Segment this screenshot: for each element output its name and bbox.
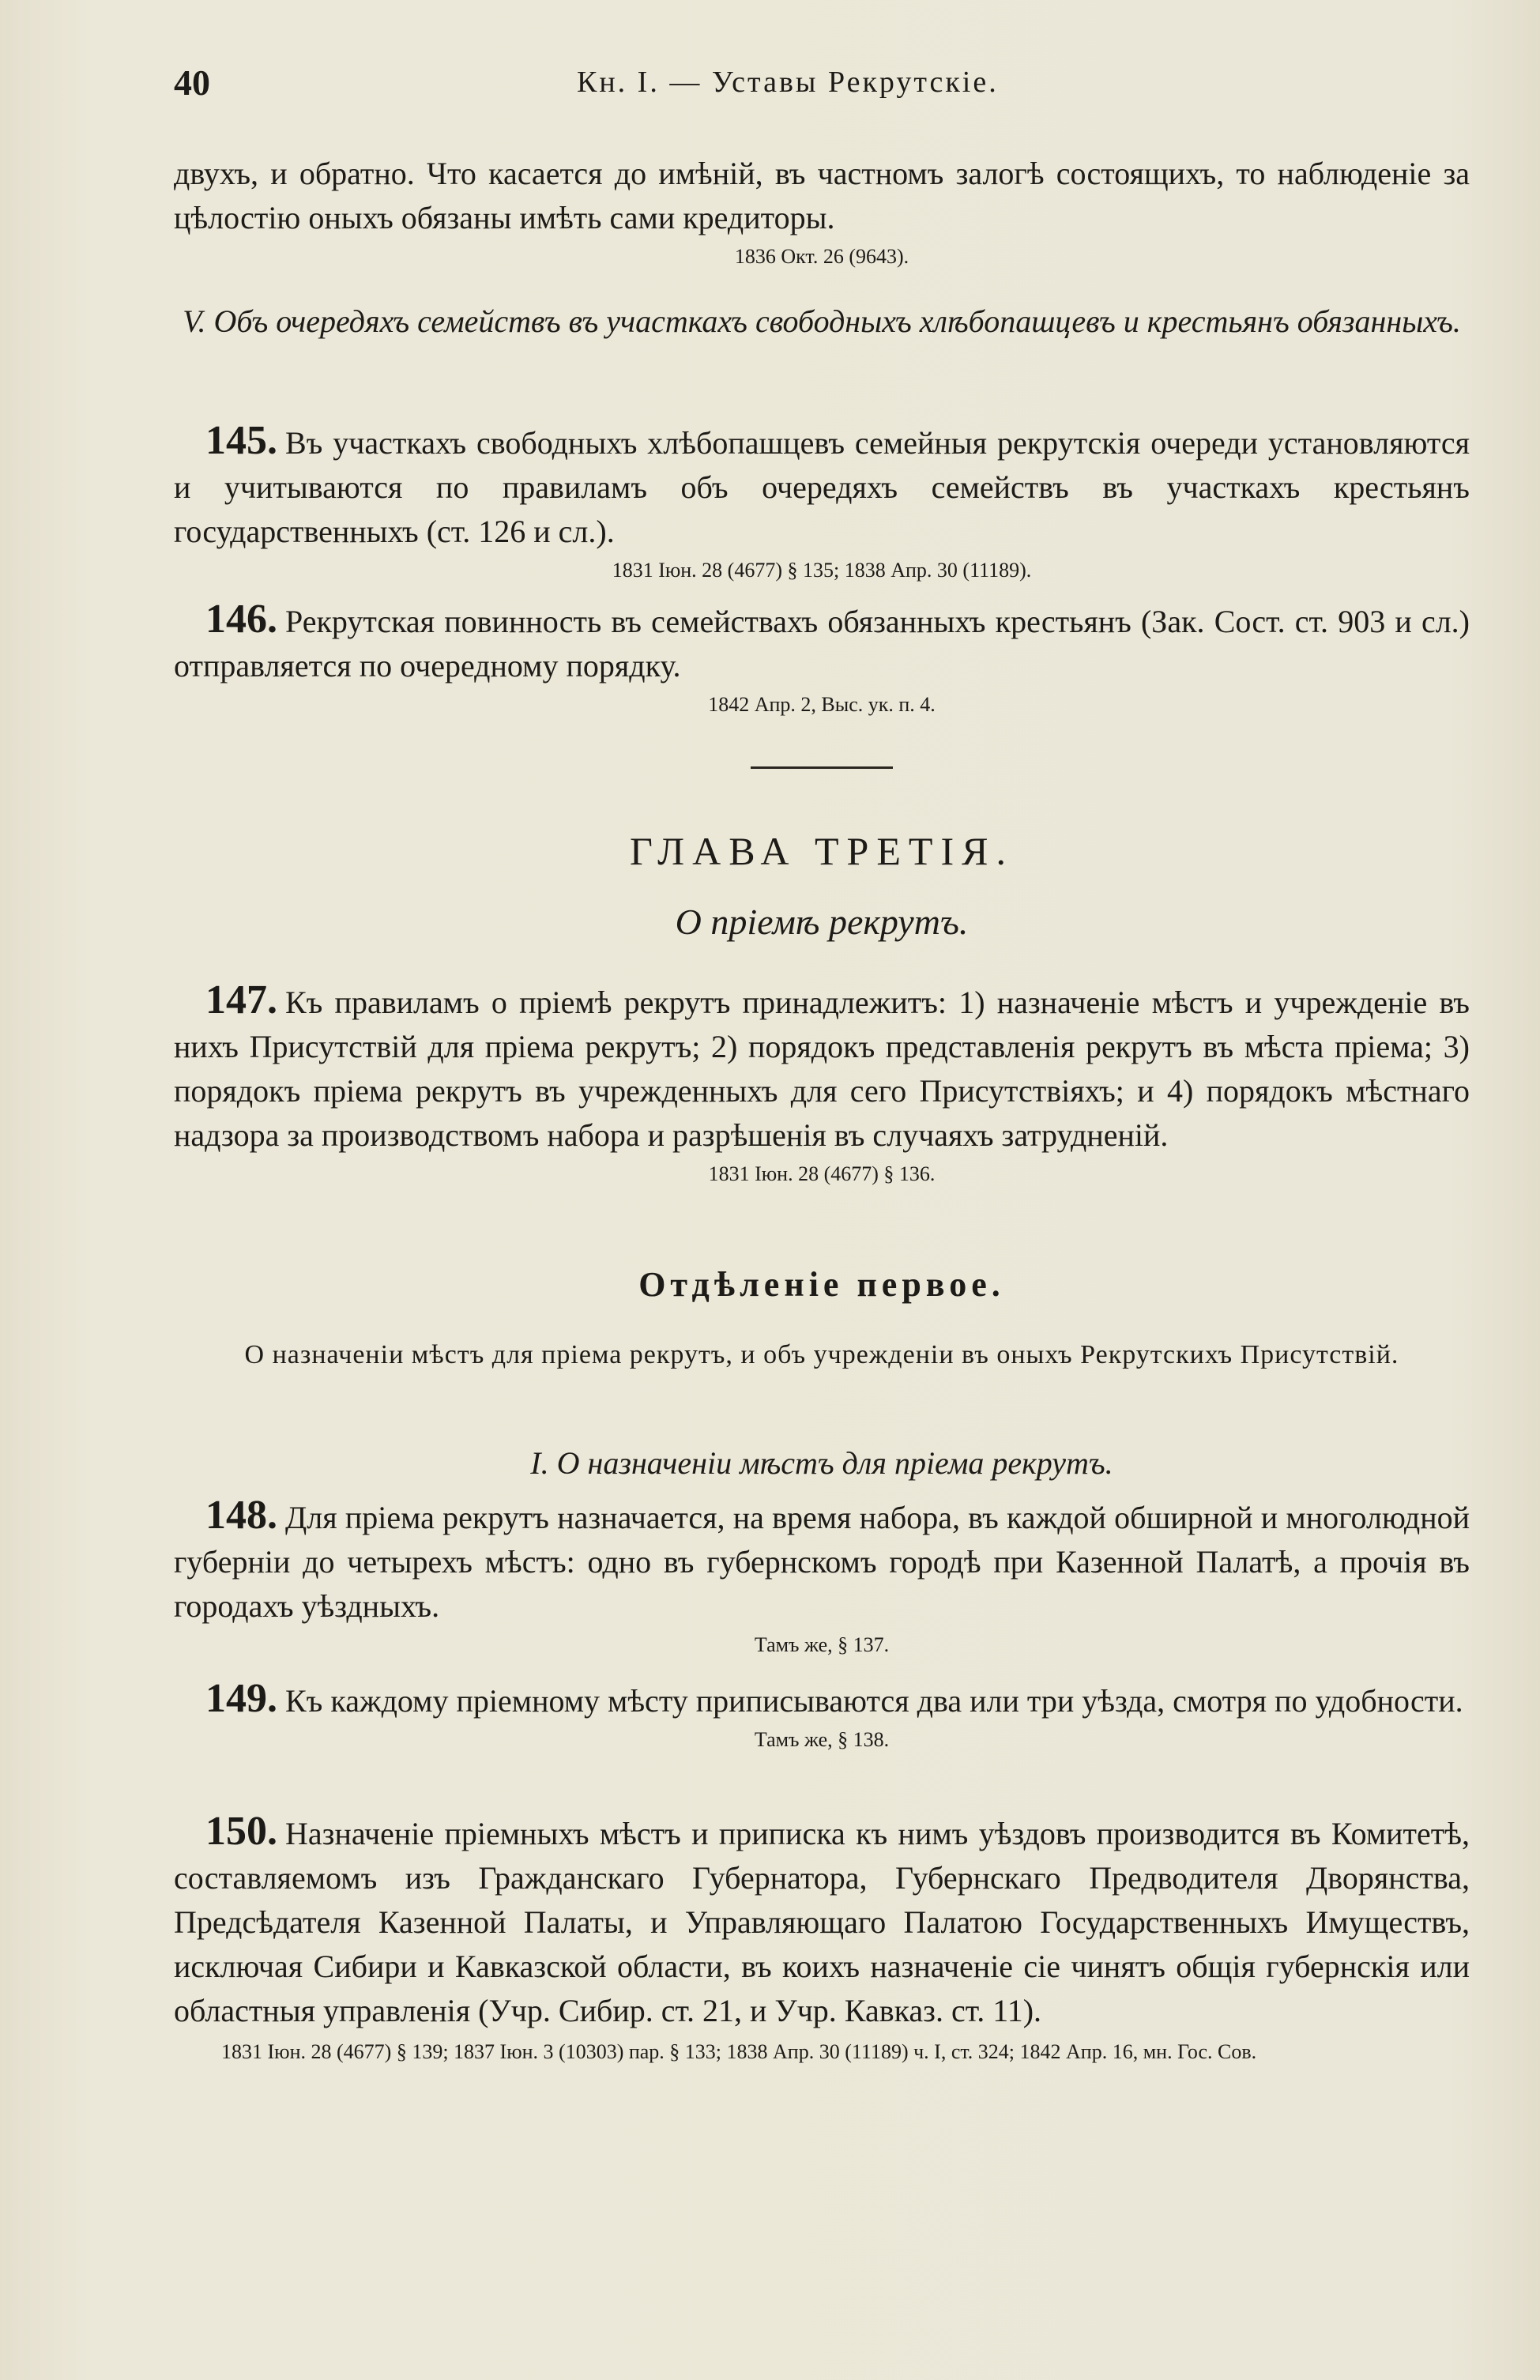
department-heading: [174, 1264, 1470, 1305]
department-title: Отдѣленiе первое.: [638, 1265, 1005, 1304]
article-148: [174, 1493, 1470, 1659]
article-146: [174, 597, 1470, 718]
article-citation: 1831 Iюн. 28 (4677) § 139; 1837 Iюн. 3 (10303) пар. § 133; 1838 Апр. 30 (11189) ч. I, ст. 324; 1842 Апр. 16, мн. Гос. Сов.: [221, 2040, 1257, 2063]
department-subheading: [174, 1335, 1470, 1375]
article-citation: 1831 Iюн. 28 (4677) § 135; 1838 Апр. 30 (11189).: [612, 559, 1032, 582]
chapter-subheading: [174, 901, 1470, 943]
divider-rule: [751, 766, 893, 769]
article-149: [174, 1677, 1470, 1753]
article-number: 147.: [205, 977, 277, 1022]
section-v-title: V. Объ очередяхъ семействъ въ участкахъ свободныхъ хлѣбопашцевъ и крестьянъ обязанныхъ.: [183, 303, 1461, 339]
chapter-heading: [174, 828, 1470, 874]
article-citation: Тамъ же, § 138.: [754, 1728, 890, 1751]
subsection-i-heading: [174, 1444, 1470, 1482]
continuation-citation: 1836 Окт. 26 (9643).: [734, 245, 909, 268]
article-147: [174, 978, 1470, 1188]
article-number: 150.: [205, 1809, 277, 1854]
page-header: [174, 62, 1470, 109]
article-number: 145.: [205, 418, 277, 463]
continuation-text: двухъ, и обратно. Что касается до имѣнiй, въ частномъ залогѣ состоящихъ, то наблюденiе за цѣлостiю оныхъ обязаны имѣть сами кредиторы.: [174, 156, 1470, 235]
chapter-subtitle: О прiемѣ рекрутъ.: [675, 902, 969, 942]
chapter-title: ГЛАВА ТРЕТIЯ.: [630, 829, 1014, 873]
article-text: Для прiема рекрутъ назначается, на время набора, въ каждой обширной и многолюдной губернiи до четырехъ мѣстъ: одно въ губернскомъ городѣ при Казенной Палатѣ, а прочiя въ городахъ уѣздныхъ.: [174, 1500, 1470, 1624]
section-v-heading: [174, 299, 1470, 345]
article-text: Къ правиламъ о прiемѣ рекрутъ принадлежитъ: 1) назначенiе мѣстъ и учрежденiе въ нихъ Присутствiй для прiема рекрутъ; 2) порядокъ представленiя рекрутъ въ мѣста прiема; 3) порядокъ прiема рекрутъ въ учрежденныхъ для сего Присутствiяхъ; и 4) порядокъ мѣстнаго надзора за производствомъ набора и разрѣшенiя въ случаяхъ затрудненiй.: [174, 985, 1470, 1153]
article-citation: 1842 Апр. 2, Выс. ук. п. 4.: [708, 693, 936, 716]
article-145: [174, 419, 1470, 584]
running-title: Кн. I. — Уставы Рекрутскiе.: [577, 66, 999, 99]
article-number: 149.: [205, 1676, 277, 1721]
article-text: Въ участкахъ свободныхъ хлѣбопашцевъ семейныя рекрутскiя очереди установляются и учитываются по правиламъ объ очередяхъ семействъ въ участкахъ крестьянъ государственныхъ (ст. 126 и сл.).: [174, 425, 1470, 549]
article-number: 146.: [205, 597, 277, 642]
article-citation: Тамъ же, § 137.: [754, 1633, 890, 1656]
section-divider: [174, 766, 1470, 769]
department-subtitle: О назначенiи мѣстъ для прiема рекрутъ, и объ учрежденiи въ оныхъ Рекрутскихъ Присутствiй.: [244, 1340, 1399, 1369]
article-text: Рекрутская повинность въ семействахъ обязанныхъ крестьянъ (Зак. Сост. ст. 903 и сл.) отправляется по очередному порядку.: [174, 604, 1470, 683]
subsection-i-title: I. О назначенiи мѣстъ для прiема рекрутъ.: [530, 1445, 1113, 1481]
article-150: [174, 1809, 1470, 2066]
article-text: Назначенiе прiемныхъ мѣстъ и приписка къ нимъ уѣздовъ производится въ Комитетѣ, составляемомъ изъ Гражданскаго Губернатора, Губернскаго Предводителя Дворянства, Предсѣдателя Казенной Палаты, и Управляющаго Палатою Государственныхъ Имуществъ, исключая Сибири и Кавказской области, въ коихъ назначенiе сiе чинятъ общiя губернскiя или областныя управленiя (Учр. Сибир. ст. 21, и Учр. Кавказ. ст. 11).: [174, 1816, 1470, 2028]
article-text: Къ каждому прiемному мѣсту приписываются два или три уѣзда, смотря по удобности.: [285, 1683, 1463, 1719]
article-citation: 1831 Iюн. 28 (4677) § 136.: [708, 1162, 936, 1185]
article-number: 148.: [205, 1493, 277, 1538]
page-number: 40: [174, 62, 210, 103]
continuation-block: [174, 152, 1470, 270]
